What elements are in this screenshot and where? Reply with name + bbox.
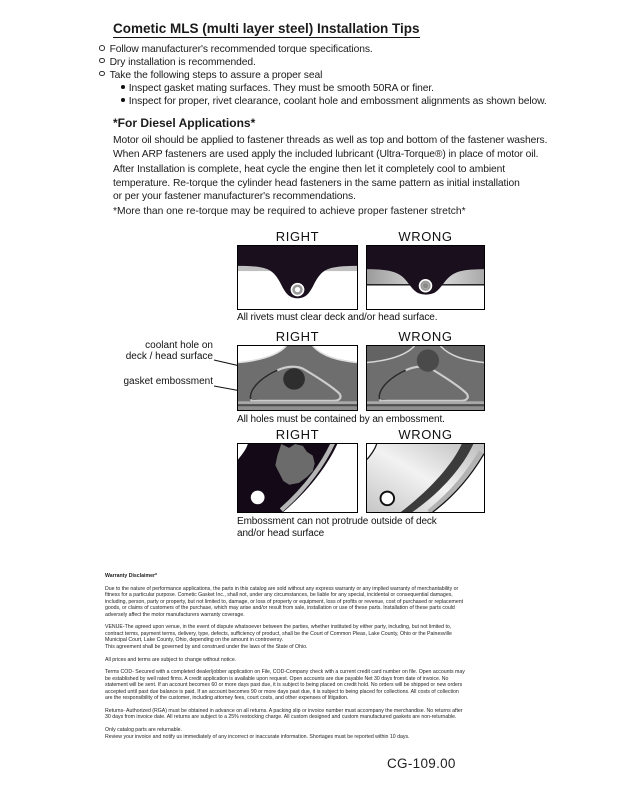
list-item bbox=[99, 70, 547, 83]
row1-caption: All rivets must clear deck and/or head surface. bbox=[237, 312, 438, 323]
tip-text: Dry installation is recommended. bbox=[109, 56, 256, 68]
bullet-icon bbox=[121, 98, 125, 102]
deck-strip bbox=[367, 401, 484, 404]
bolt-hole bbox=[381, 492, 395, 506]
row3-wrong-label: WRONG bbox=[398, 427, 453, 442]
deck-strip bbox=[238, 404, 357, 406]
coolant-hole-callout: deck / head surface bbox=[125, 350, 213, 362]
rivet-center bbox=[423, 283, 429, 289]
list-item bbox=[121, 96, 547, 109]
row1-right-label: RIGHT bbox=[275, 229, 320, 244]
bullet-icon bbox=[99, 71, 105, 77]
terms-cod-paragraph: Terms COD- Secured with a completed dealer/jobber application on File, COD-Company check with a current credit card number on file. Open accounts may be established by well rated firms. A credit application is available upon request. Open accounts are due payable Net 30 days from date of invoice. No statement will be sent. If an account becomes 60 or more days past due, it is subject to being placed on credit hold. No orders will be shipped or new orders accepted until past due balance is paid. If an account becomes 90 or more days past due, it is subject to being placed for collections. All costs of collection are the responsibility of the customer, including attorney fees, court costs, and other expenses of litigation. bbox=[105, 669, 465, 702]
tip-text: Take the following steps to assure a proper seal bbox=[109, 69, 323, 81]
bullet-icon bbox=[99, 45, 105, 51]
paragraph-line: Motor oil should be applied to fastener threads as well as top and bottom of the fastener washers. bbox=[113, 135, 548, 146]
tip-text: Follow manufacturer's recommended torque specifications. bbox=[109, 44, 373, 55]
installation-tips-list bbox=[99, 44, 547, 109]
embossment-wrong-illustration bbox=[367, 346, 484, 410]
warranty-disclaimer-block bbox=[105, 573, 520, 747]
paragraph-line: temperature. Re-torque the cylinder head fasteners in the same pattern as initial installation bbox=[113, 177, 520, 189]
deck-strip bbox=[367, 406, 484, 410]
page-code: CG-109.00 bbox=[387, 756, 456, 771]
diesel-section-heading: *For Diesel Applications* bbox=[113, 116, 256, 130]
gasket-embossment-callout: gasket embossment bbox=[123, 375, 213, 387]
protrusion-right-illustration bbox=[238, 444, 357, 512]
embossment-right-illustration bbox=[238, 346, 357, 410]
row1-right-diagram bbox=[237, 245, 358, 310]
tip-text: Inspect gasket mating surfaces. They must be smooth 50RA or finer. bbox=[128, 82, 434, 94]
deck-strip bbox=[238, 401, 357, 404]
coolant-hole-callout: coolant hole on bbox=[145, 340, 213, 351]
row1-wrong-diagram bbox=[366, 245, 485, 310]
retorque-note: *More than one re-torque may be required to achieve proper fastener stretch* bbox=[113, 206, 466, 217]
venue-paragraph: VENUE-The agreed upon venue, in the event of dispute whatsoever between the parties, whether instituted by either party, including, but not limited to, contract terms, payment terms, delivery, type, defects, sufficiency of product, shall be the Court of Common Pleas, Lake County, Ohio or the Painesville Municipal Court, Lake County, Ohio, depending on the amount in controversy. This agreement shall be governed by and construed under the laws of the State of Ohio. bbox=[105, 624, 452, 650]
row2-callout-labels bbox=[124, 341, 214, 387]
bullet-icon bbox=[121, 85, 125, 89]
coolant-hole bbox=[417, 349, 439, 371]
row2-caption: All holes must be contained by an embossment. bbox=[237, 414, 445, 425]
prices-paragraph: All prices and terms are subject to change without notice. bbox=[105, 656, 237, 663]
row1-wrong-label: WRONG bbox=[398, 229, 453, 244]
row3-right-diagram bbox=[237, 443, 358, 513]
caption-line: and/or head surface bbox=[237, 527, 325, 539]
protrusion-wrong-illustration bbox=[367, 444, 484, 512]
bullet-icon bbox=[99, 58, 105, 64]
row3-caption bbox=[237, 516, 437, 539]
row2-wrong-diagram bbox=[366, 345, 485, 411]
paragraph-line: When ARP fasteners are used apply the included lubricant (Ultra-Torque®) in place of motor oil. bbox=[113, 148, 539, 160]
row3-right-label: RIGHT bbox=[275, 427, 320, 442]
deck-strip bbox=[367, 404, 484, 406]
diesel-paragraph-2 bbox=[113, 163, 520, 204]
list-item bbox=[121, 83, 547, 96]
list-item bbox=[99, 44, 547, 57]
row2-wrong-label: WRONG bbox=[398, 329, 453, 344]
caption-line: Embossment can not protrude outside of deck bbox=[237, 516, 437, 527]
rivet-clear-wrong-illustration bbox=[367, 246, 484, 309]
rivet-clear-right-illustration bbox=[238, 246, 357, 309]
row2-right-label: RIGHT bbox=[275, 329, 320, 344]
row3-wrong-diagram bbox=[366, 443, 485, 513]
row2-right-diagram bbox=[237, 345, 358, 411]
paragraph-line: or per your fastener manufacturer's recommendations. bbox=[113, 191, 356, 202]
page-title: Cometic MLS (multi layer steel) Installation Tips bbox=[113, 21, 420, 36]
returns-paragraph: Returns- Authorized (RGA) must be obtained in advance on all returns. A packing slip or invoice number must accompany the merchandise. No returns after 30 days from invoice date. All returns are subject to a 25% restocking charge. All custom designed and custom manufactured gaskets are non-returnable. bbox=[105, 708, 463, 721]
diesel-paragraph-1 bbox=[113, 134, 547, 161]
coolant-hole bbox=[283, 368, 305, 389]
deck-strip bbox=[238, 406, 357, 410]
catalog-returns-paragraph: Only catalog parts are returnable. Review your invoice and notify us immediately of any incorrect or inaccurate information. Shortages must be reported within 10 days. bbox=[105, 727, 410, 740]
warranty-paragraph: Due to the nature of performance applications, the parts in this catalog are sold without any express warranty or any implied warranty of merchantability or fitness for a particular purpose. Cometic Gasket Inc., shall not, under any circumstances, be liable for any special, incidental or consequential damages, including, person, party or property, but not limited to, damage, or loss of property or equipment, loss of profits or revenue, cost of purchased or replacement goods, or claims of customers of the purchase, which may arise and/or result from sale, installation or use of these parts. Installation of these parts could adversely affect the motor manufacturers warranty coverage. bbox=[105, 585, 464, 618]
list-item bbox=[99, 57, 547, 70]
tip-text: Inspect for proper, rivet clearance, coolant hole and embossment alignments as shown below. bbox=[128, 95, 547, 107]
warranty-heading: Warranty Disclaimer* bbox=[105, 573, 157, 579]
paragraph-line: After Installation is complete, heat cycle the engine then let it completely cool to ambient bbox=[113, 164, 506, 175]
bolt-hole bbox=[251, 491, 265, 505]
